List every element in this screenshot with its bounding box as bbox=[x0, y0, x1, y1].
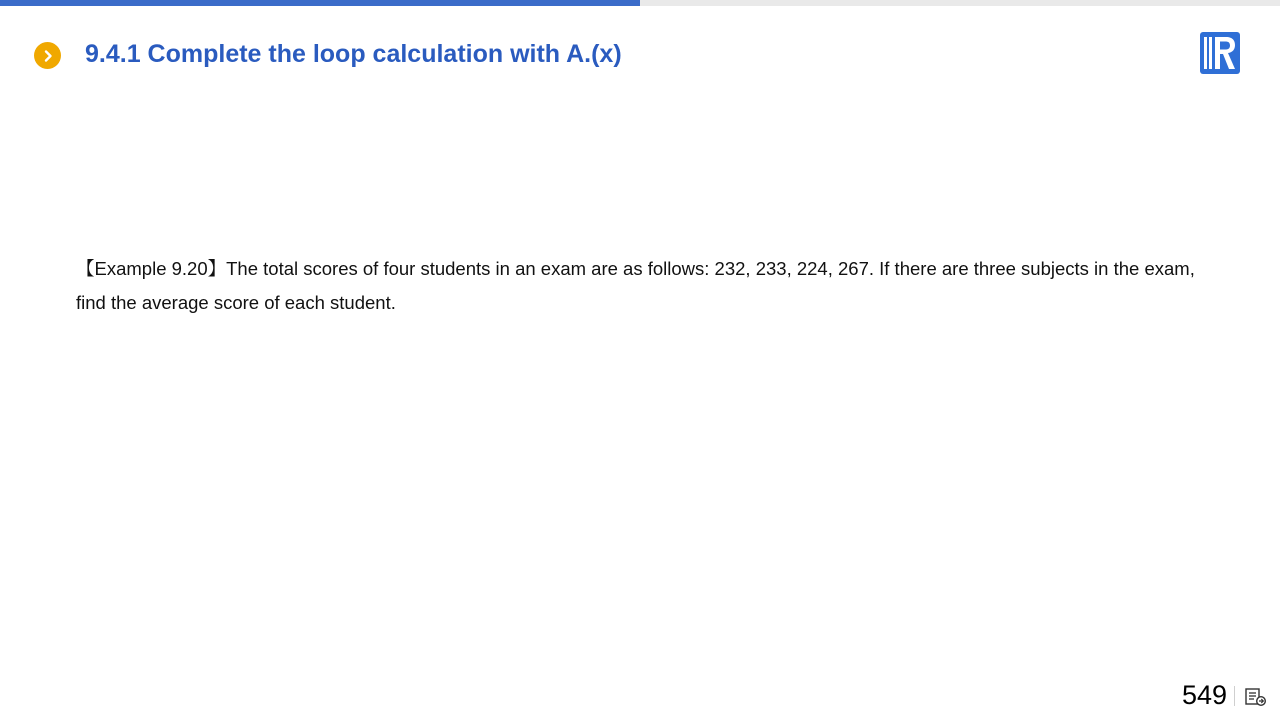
page-title: 9.4.1 Complete the loop calculation with A.(x) bbox=[85, 40, 622, 68]
example-paragraph: 【Example 9.20】The total scores of four students in an exam are as follows: 232, 233, 224, 267. If there are three subjects in the exam, find the average score of each student. bbox=[76, 258, 1195, 313]
page-number: 549 bbox=[1181, 680, 1227, 710]
chevron-right-icon bbox=[34, 42, 61, 69]
footer-divider bbox=[1234, 686, 1235, 706]
progress-bar bbox=[0, 0, 1280, 6]
r-logo-icon bbox=[1199, 31, 1241, 75]
notes-list-icon[interactable] bbox=[1244, 686, 1268, 708]
progress-fill bbox=[0, 0, 640, 6]
